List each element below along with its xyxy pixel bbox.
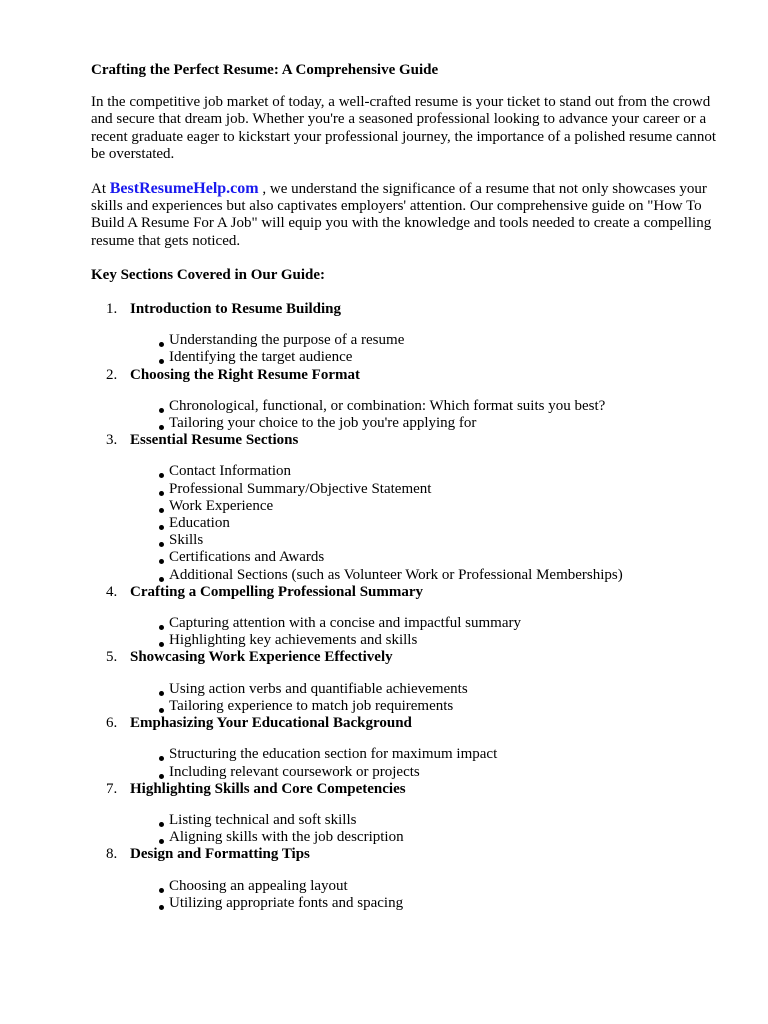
about-rest: , we understand the significance of a resume that not only showcases your skills and experiences but also captivates employers' attention. Our comprehensive guide on "How To Build A Resume For A Job" will equip you with the knowledge and tools needed to create a compelling resume that gets noticed.: [91, 181, 712, 249]
section-item: [91, 432, 728, 584]
section-item: [91, 367, 728, 433]
bullet-list: [130, 812, 728, 846]
bullet-text: Professional Summary/Objective Statement: [169, 480, 432, 497]
section-item: [91, 846, 728, 912]
best-resume-help-link[interactable]: BestResumeHelp.com: [109, 180, 259, 198]
bullet-icon: [159, 839, 164, 844]
list-item: [156, 349, 728, 366]
sections-list: [91, 301, 728, 912]
list-item: [156, 481, 728, 498]
list-item: [156, 829, 728, 846]
list-item: [156, 515, 728, 532]
bullet-icon: [159, 425, 164, 430]
list-item: [156, 398, 728, 415]
sections-heading: Key Sections Covered in Our Guide:: [91, 266, 326, 283]
bullet-icon: [159, 642, 164, 647]
bullet-icon: [159, 542, 164, 547]
bullet-text: Choosing an appealing layout: [169, 877, 348, 894]
bullet-text: Capturing attention with a concise and impactful summary: [169, 615, 521, 632]
list-item: [156, 332, 728, 349]
bullet-icon: [159, 888, 164, 893]
section-item: [91, 649, 728, 715]
list-item: [156, 615, 728, 632]
about-prefix: At: [91, 181, 110, 198]
bullet-icon: [159, 905, 164, 910]
bullet-icon: [159, 822, 164, 827]
section-number: 6.: [106, 715, 118, 732]
bullet-icon: [159, 508, 164, 513]
section-number: 8.: [106, 846, 118, 863]
section-number: 4.: [106, 583, 118, 600]
bullet-text: Using action verbs and quantifiable achievements: [169, 680, 468, 697]
bullet-icon: [159, 708, 164, 713]
section-item: [91, 301, 728, 367]
bullet-text: Contact Information: [169, 463, 292, 480]
bullet-text: Tailoring your choice to the job you're applying for: [169, 415, 477, 432]
section-number: 7.: [106, 780, 118, 797]
list-item: [156, 549, 728, 566]
list-item: [156, 698, 728, 715]
bullet-text: Education: [169, 515, 230, 532]
list-item: [156, 463, 728, 480]
about-paragraph: [91, 180, 731, 250]
bullet-text: Aligning skills with the job description: [169, 829, 404, 846]
section-item: [91, 715, 728, 781]
section-title: Highlighting Skills and Core Competencies: [130, 780, 406, 797]
list-item: [156, 681, 728, 698]
list-item: [156, 764, 728, 781]
bullet-icon: [159, 342, 164, 347]
bullet-icon: [159, 473, 164, 478]
intro-paragraph: In the competitive job market of today, a well-crafted resume is your ticket to stand out from the crowd and secure that dream job. Whether you're a seasoned professional looking to advance your career or a recent graduate eager to kickstart your professional journey, the importance of a polished resume cannot be overstated.: [91, 94, 717, 162]
list-item: [156, 632, 728, 649]
bullet-icon: [159, 774, 164, 779]
list-item: [156, 498, 728, 515]
section-item: [91, 584, 728, 650]
list-item: [156, 532, 728, 549]
bullet-text: Utilizing appropriate fonts and spacing: [169, 894, 404, 911]
bullet-text: Identifying the target audience: [169, 349, 353, 366]
bullet-text: Chronological, functional, or combination: Which format suits you best?: [169, 397, 606, 414]
bullet-list: [130, 746, 728, 780]
list-item: [156, 567, 728, 584]
section-title: Showcasing Work Experience Effectively: [130, 649, 393, 666]
section-title: Design and Formatting Tips: [130, 846, 310, 863]
bullet-icon: [159, 408, 164, 413]
bullet-list: [130, 398, 728, 432]
bullet-icon: [159, 756, 164, 761]
bullet-list: [130, 332, 728, 366]
bullet-icon: [159, 625, 164, 630]
bullet-icon: [159, 359, 164, 364]
list-item: [156, 895, 728, 912]
bullet-list: [130, 463, 728, 583]
bullet-icon: [159, 559, 164, 564]
bullet-icon: [159, 491, 164, 496]
bullet-text: Listing technical and soft skills: [169, 811, 357, 828]
bullet-icon: [159, 525, 164, 530]
list-item: [156, 812, 728, 829]
section-number: 1.: [106, 301, 118, 318]
bullet-icon: [159, 577, 164, 582]
bullet-text: Work Experience: [169, 497, 274, 514]
section-title: Emphasizing Your Educational Background: [130, 715, 412, 732]
bullet-text: Skills: [169, 532, 204, 549]
bullet-icon: [159, 691, 164, 696]
section-number: 3.: [106, 432, 118, 449]
bullet-text: Certifications and Awards: [169, 549, 325, 566]
bullet-list: [130, 615, 728, 649]
document-title: Crafting the Perfect Resume: A Comprehensive Guide: [91, 62, 439, 78]
list-item: [156, 746, 728, 763]
bullet-text: Structuring the education section for maximum impact: [169, 746, 498, 763]
bullet-text: Additional Sections (such as Volunteer Work or Professional Memberships): [169, 566, 623, 583]
section-title: Essential Resume Sections: [130, 432, 299, 449]
section-title: Choosing the Right Resume Format: [130, 366, 360, 383]
list-item: [156, 415, 728, 432]
bullet-list: [130, 681, 728, 715]
section-number: 5.: [106, 649, 118, 666]
section-title: Introduction to Resume Building: [130, 301, 342, 318]
section-item: [91, 781, 728, 847]
list-item: [156, 878, 728, 895]
section-number: 2.: [106, 366, 118, 383]
bullet-text: Highlighting key achievements and skills: [169, 632, 418, 649]
bullet-text: Understanding the purpose of a resume: [169, 332, 405, 349]
bullet-text: Tailoring experience to match job requirements: [169, 697, 454, 714]
bullet-list: [130, 878, 728, 912]
section-title: Crafting a Compelling Professional Summary: [130, 583, 424, 600]
bullet-text: Including relevant coursework or projects: [169, 763, 420, 780]
